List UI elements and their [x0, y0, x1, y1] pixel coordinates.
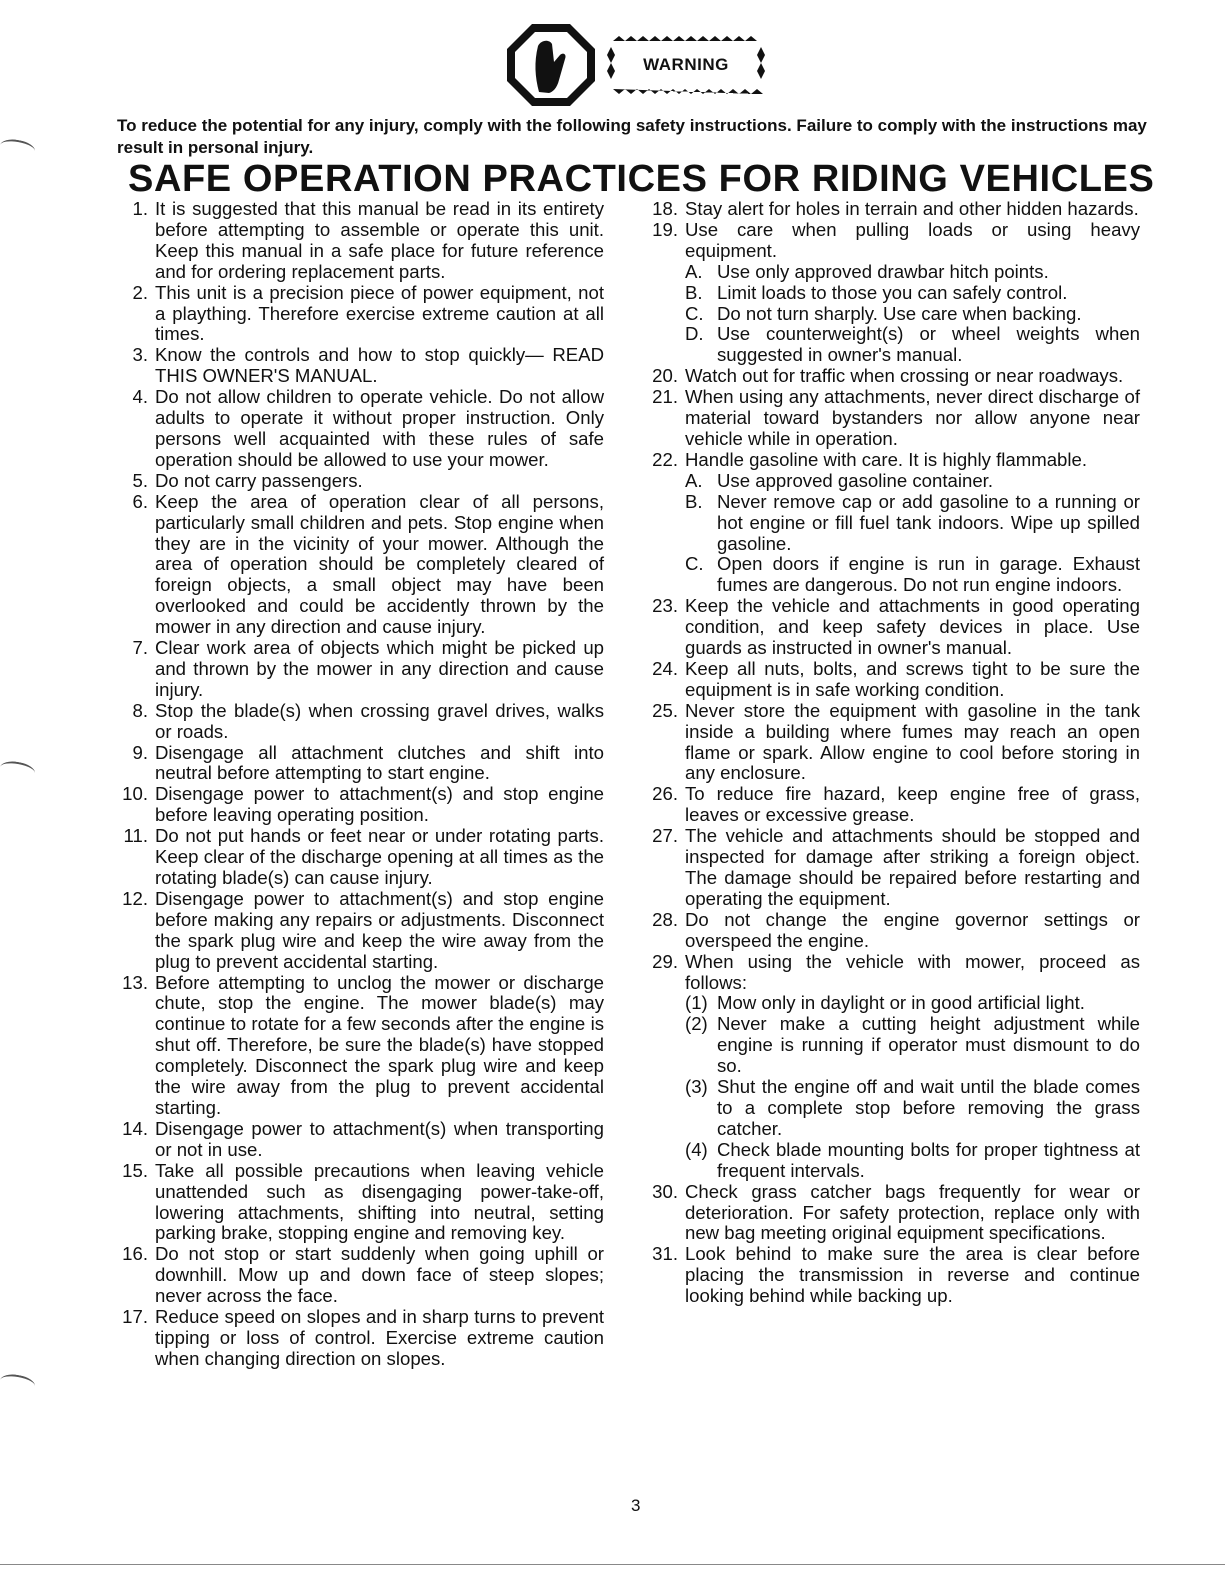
item-number: 2.: [132, 281, 148, 303]
punch-mark: [0, 759, 36, 781]
sub-item-label: (2): [685, 1013, 708, 1035]
item-number: 29.: [652, 950, 678, 972]
item-body: [155, 638, 604, 701]
list-item: [112, 973, 604, 1119]
list-item: [112, 826, 604, 889]
item-body: [155, 345, 604, 387]
intro-warning-text: To reduce the potential for any injury, comply with the following safety instructions. Failure to comply with the instructions may result in personal injury.: [117, 116, 1147, 157]
punch-mark: [0, 137, 36, 159]
item-body: [155, 471, 604, 492]
item-number: 19.: [652, 218, 678, 240]
list-item: [642, 701, 1140, 785]
warning-label: WARNING: [643, 55, 729, 74]
list-item: [642, 199, 1140, 220]
item-body: [685, 952, 1140, 1182]
item-body: [155, 1119, 604, 1161]
item-body: [685, 826, 1140, 910]
sub-item-text: Check blade mounting bolts for proper tightness at frequent intervals.: [717, 1138, 1140, 1181]
item-text: Keep the area of operation clear of all persons, particularly small children and pets. Stop engine when they are in the vicinity of your mower. Although the area of operation should be completely cleared of foreign objects, a small object may have been overlooked and could be accidently thrown by the mower in any direction and cause injury.: [155, 490, 604, 638]
item-text: Handle gasoline with care. It is highly flammable.: [685, 448, 1088, 470]
sub-item-text: Use counterweight(s) or wheel weights when suggested in owner's manual.: [717, 323, 1140, 366]
sub-item-label: B.: [685, 281, 703, 303]
item-text: When using the vehicle with mower, proceed as follows:: [685, 950, 1140, 993]
item-body: [155, 199, 604, 283]
list-item: [112, 1307, 604, 1370]
sub-item-label: B.: [685, 490, 703, 512]
item-body: [155, 1244, 604, 1307]
item-text: Do not change the engine governor settings or overspeed the engine.: [685, 908, 1140, 951]
item-text: Before attempting to unclog the mower or discharge chute, stop the engine. The mower blade(s) may continue to rotate for a few seconds after the engine is shut off. Therefore, be sure the blade(s) have stopped completely. Disconnect the spark plug wire and keep the wire away from the plug to prevent accidental starting.: [155, 971, 604, 1118]
list-item: [642, 1244, 1140, 1307]
sub-item-text: Open doors if engine is run in garage. Exhaust fumes are dangerous. Do not run engine indoors.: [717, 553, 1140, 596]
item-body: [155, 889, 604, 973]
item-body: [155, 826, 604, 889]
list-item: [112, 784, 604, 826]
list-item: [642, 784, 1140, 826]
item-body: [685, 366, 1140, 387]
item-body: [685, 199, 1140, 220]
sub-item: [685, 1140, 1140, 1182]
list-item: [112, 1119, 604, 1161]
item-number: 28.: [652, 908, 678, 930]
item-text: To reduce fire hazard, keep engine free of grass, leaves or excessive grease.: [685, 783, 1140, 826]
sub-item-label: D.: [685, 323, 704, 345]
item-text: Keep the vehicle and attachments in good operating condition, and keep safety devices in place. Use guards as instructed in owner's manual.: [685, 595, 1140, 659]
list-item: [642, 220, 1140, 366]
item-text: It is suggested that this manual be read in its entirety before attempting to assemble or operate this unit. Keep this manual in a safe place for future reference and for ordering replacement parts.: [155, 198, 604, 282]
item-number: 17.: [122, 1306, 148, 1328]
item-body: [685, 220, 1140, 366]
sub-item-text: Never remove cap or add gasoline to a running or hot engine or fill fuel tank indoors. Wipe up spilled gasoline.: [717, 490, 1140, 554]
right-column: [642, 199, 1140, 1307]
item-text: Do not stop or start suddenly when going uphill or downhill. Mow up and down face of steep slopes; never across the face.: [155, 1243, 604, 1307]
sub-item-text: Use only approved drawbar hitch points.: [717, 260, 1049, 282]
item-number: 27.: [652, 825, 678, 847]
item-text: Do not carry passengers.: [155, 469, 363, 491]
item-body: [685, 450, 1140, 596]
page-number: 3: [631, 1496, 641, 1515]
item-number: 7.: [132, 637, 148, 659]
sub-item-text: Limit loads to those you can safely control.: [717, 281, 1068, 303]
item-number: 9.: [132, 741, 148, 763]
sub-item-label: (3): [685, 1076, 708, 1098]
item-text: Take all possible precautions when leaving vehicle unattended such as disengaging power-take-off, lowering attachments, shifting into neutral, setting parking brake, stopping engine and removing key.: [155, 1159, 604, 1244]
item-body: [685, 910, 1140, 952]
sub-item-label: A.: [685, 469, 703, 491]
item-text: Disengage power to attachment(s) and stop engine before making any repairs or adjustments. Disconnect the spark plug wire and keep the wire away from the plug to prevent accidental starting.: [155, 887, 604, 972]
list-item: [112, 701, 604, 743]
sub-item: [685, 324, 1140, 366]
sub-item-text: Do not turn sharply. Use care when backing.: [717, 302, 1082, 324]
sub-item-text: Use approved gasoline container.: [717, 469, 993, 491]
item-text: Reduce speed on slopes and in sharp turns to prevent tipping or loss of control. Exercise extreme caution when changing direction on slopes.: [155, 1306, 604, 1369]
item-number: 12.: [122, 887, 148, 909]
item-number: 22.: [652, 448, 678, 470]
item-text: Look behind to make sure the area is clear before placing the transmission in reverse and continue looking behind while backing up.: [685, 1243, 1140, 1307]
list-item: [642, 910, 1140, 952]
item-text: The vehicle and attachments should be stopped and inspected for damage after striking a foreign object. The damage should be repaired before restarting and operating the equipment.: [685, 825, 1140, 909]
left-column: [112, 199, 604, 1370]
punch-mark: [0, 1372, 36, 1394]
page-title: SAFE OPERATION PRACTICES FOR RIDING VEHICLES: [128, 158, 1155, 200]
item-text: Disengage power to attachment(s) and stop engine before leaving operating position.: [155, 783, 604, 826]
sub-item-label: A.: [685, 260, 703, 282]
bottom-rule: [0, 1564, 1225, 1565]
item-body: [155, 283, 604, 346]
item-body: [155, 784, 604, 826]
list-item: [642, 387, 1140, 450]
list-item: [112, 283, 604, 346]
item-text: Know the controls and how to stop quickly— READ THIS OWNER'S MANUAL.: [155, 344, 604, 387]
sub-item: [685, 993, 1140, 1014]
item-number: 11.: [123, 825, 148, 847]
item-body: [685, 1244, 1140, 1307]
item-body: [685, 784, 1140, 826]
item-text: Clear work area of objects which might be picked up and thrown by the mower in any direction and cause injury.: [155, 637, 604, 700]
item-number: 8.: [132, 699, 148, 721]
item-number: 5.: [132, 469, 148, 491]
sub-item: [685, 471, 1140, 492]
sub-item-label: (1): [685, 992, 708, 1014]
item-number: 31.: [652, 1243, 678, 1265]
item-body: [155, 492, 604, 638]
item-body: [155, 1307, 604, 1370]
item-number: 16.: [122, 1243, 148, 1265]
list-item: [112, 889, 604, 973]
list-item: [642, 659, 1140, 701]
item-body: [685, 596, 1140, 659]
item-text: Keep all nuts, bolts, and screws tight to be sure the equipment is in safe working condition.: [685, 657, 1140, 700]
sub-item-text: Never make a cutting height adjustment while engine is running if operator must dismount to do so.: [717, 1013, 1140, 1077]
sub-item-label: C.: [685, 553, 704, 575]
list-item: [642, 1182, 1140, 1245]
warning-banner: [601, 33, 771, 97]
sub-item: [685, 554, 1140, 596]
item-number: 3.: [132, 344, 148, 366]
list-item: [112, 1244, 604, 1307]
list-item: [642, 450, 1140, 596]
list-item: [112, 199, 604, 283]
item-number: 14.: [122, 1117, 148, 1139]
item-text: When using any attachments, never direct discharge of material toward bystanders nor allow anyone near vehicle while in operation.: [685, 386, 1140, 449]
sub-item-label: (4): [685, 1138, 708, 1160]
item-number: 4.: [132, 386, 148, 408]
list-item: [642, 826, 1140, 910]
list-item: [642, 366, 1140, 387]
item-text: Do not allow children to operate vehicle. Do not allow adults to operate it without proper instruction. Only persons well acquainted with these rules of safe operation should be allowed to use your mower.: [155, 386, 604, 470]
item-text: Stay alert for holes in terrain and other hidden hazards.: [685, 198, 1139, 219]
list-item: [642, 952, 1140, 1182]
item-number: 15.: [122, 1159, 148, 1181]
item-body: [685, 387, 1140, 450]
sub-item: [685, 1014, 1140, 1077]
warning-logo: [505, 22, 771, 108]
item-body: [685, 1182, 1140, 1245]
item-body: [155, 387, 604, 471]
sub-item-text: Mow only in daylight or in good artificial light.: [717, 992, 1085, 1014]
item-number: 26.: [652, 783, 678, 805]
item-number: 13.: [122, 971, 148, 993]
item-body: [155, 701, 604, 743]
item-body: [685, 659, 1140, 701]
item-number: 30.: [652, 1180, 678, 1202]
list-item: [112, 345, 604, 387]
item-number: 18.: [652, 198, 678, 219]
item-text: Check grass catcher bags frequently for wear or deterioration. For safety protection, replace only with new bag meeting original equipment specifications.: [685, 1180, 1140, 1244]
sub-item: [685, 283, 1140, 304]
item-number: 25.: [652, 699, 678, 721]
list-item: [112, 638, 604, 701]
list-item: [112, 471, 604, 492]
item-text: Disengage power to attachment(s) when transporting or not in use.: [155, 1117, 604, 1160]
item-number: 6.: [132, 490, 148, 512]
item-number: 24.: [652, 657, 678, 679]
item-text: Watch out for traffic when crossing or near roadways.: [685, 365, 1124, 387]
item-body: [155, 1161, 604, 1245]
sub-item: [685, 262, 1140, 283]
item-text: Do not put hands or feet near or under rotating parts. Keep clear of the discharge opening at all times as the rotating blade(s) can cause injury.: [155, 825, 604, 888]
diamond-border-icon: [601, 33, 771, 97]
sub-item-label: C.: [685, 302, 704, 324]
item-number: 10.: [122, 783, 148, 805]
item-body: [685, 701, 1140, 785]
item-text: Never store the equipment with gasoline in the tank inside a building where fumes may reach an open flame or spark. Allow engine to cool before storing in any enclosure.: [685, 699, 1140, 784]
item-body: [155, 743, 604, 785]
list-item: [112, 1161, 604, 1245]
item-number: 1.: [132, 198, 148, 219]
item-number: 21.: [652, 386, 678, 408]
item-text: Use care when pulling loads or using heavy equipment.: [685, 218, 1140, 261]
item-body: [155, 973, 604, 1119]
list-item: [112, 387, 604, 471]
item-text: Disengage all attachment clutches and shift into neutral before attempting to start engine.: [155, 741, 604, 784]
item-text: This unit is a precision piece of power equipment, not a plaything. Therefore exercise extreme caution at all times.: [155, 281, 604, 345]
list-item: [112, 492, 604, 638]
sub-item-text: Shut the engine off and wait until the blade comes to a complete stop before removing the grass catcher.: [717, 1076, 1140, 1139]
item-number: 20.: [652, 365, 678, 387]
list-item: [642, 596, 1140, 659]
stop-hand-icon: [505, 22, 597, 108]
list-item: [112, 743, 604, 785]
item-number: 23.: [652, 595, 678, 617]
item-text: Stop the blade(s) when crossing gravel drives, walks or roads.: [155, 699, 604, 742]
sub-item: [685, 492, 1140, 555]
sub-item: [685, 1077, 1140, 1140]
sub-item: [685, 304, 1140, 325]
